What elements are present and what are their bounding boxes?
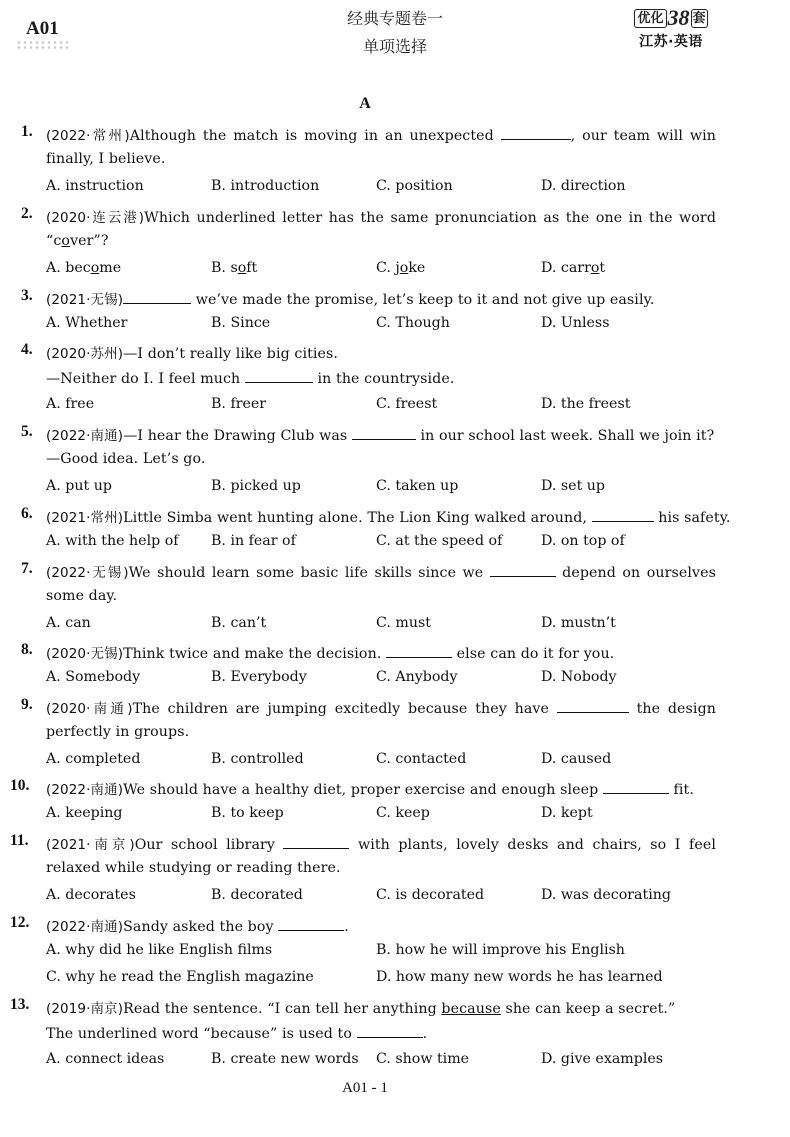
option-text: t (599, 260, 606, 276)
question-number: 5. (21, 423, 33, 440)
question-text: the design (628, 701, 716, 717)
answer-option[interactable] (211, 260, 257, 276)
answer-option[interactable]: C. keep (376, 805, 430, 821)
question-text: his safety. (653, 510, 731, 526)
answer-option[interactable]: C. freest (376, 396, 438, 412)
answer-option[interactable]: A. connect ideas (46, 1051, 165, 1067)
answer-option[interactable]: B. controlled (211, 751, 304, 767)
underlined-letter: o (90, 260, 100, 276)
question-source: (2022·常州) (46, 128, 130, 144)
question-text: in the countryside. (312, 371, 455, 387)
question-text-line (46, 915, 349, 935)
question-text: fit. (668, 782, 694, 798)
answer-option[interactable]: C. at the speed of (376, 533, 503, 549)
answer-option[interactable]: D. set up (541, 478, 605, 494)
option-text: C. j (376, 260, 400, 276)
answer-option[interactable]: B. how he will improve his English (376, 942, 625, 958)
question-text: —Good idea. Let’s go. (46, 451, 206, 467)
question-text: some day. (46, 588, 118, 604)
question-text: Sandy asked the boy (123, 919, 279, 935)
question-text-line (46, 997, 675, 1017)
page-subtitle: 单项选择 (362, 37, 427, 56)
answer-option[interactable]: C. position (376, 178, 453, 194)
answer-option[interactable]: C. contacted (376, 751, 467, 767)
question-text: We should learn some basic life skills since we (128, 565, 490, 581)
answer-blank (357, 1024, 423, 1038)
answer-blank (490, 563, 556, 577)
answer-option[interactable]: D. Unless (541, 315, 610, 331)
page-title: 经典专题卷一 (346, 9, 443, 28)
question-text-line (46, 233, 109, 249)
question-text-line (46, 151, 166, 167)
question-text-line (46, 697, 716, 717)
question-text-line (46, 778, 694, 798)
answer-blank (278, 917, 344, 931)
question-text: depend on ourselves (555, 565, 716, 581)
question-number: 3. (21, 287, 33, 304)
question-text: The underlined word “because” is used to (46, 1026, 357, 1042)
answer-option[interactable]: C. is decorated (376, 887, 485, 903)
answer-option[interactable]: C. why he read the English magazine (46, 969, 314, 985)
option-text: A. bec (46, 260, 91, 276)
question-number: 1. (21, 123, 33, 140)
answer-option[interactable]: D. how many new words he has learned (376, 969, 663, 985)
question-number: 6. (21, 505, 33, 522)
option-text: D. carr (541, 260, 591, 276)
answer-option[interactable]: B. in fear of (211, 533, 296, 549)
question-text: else can do it for you. (452, 646, 615, 662)
question-text: We should have a healthy diet, proper exercise and enough sleep (123, 782, 603, 798)
question-text: “c (46, 233, 62, 249)
page-number: A01 - 1 (342, 1080, 388, 1096)
answer-option[interactable]: B. Since (211, 315, 271, 331)
answer-blank (283, 835, 349, 849)
question-number: 9. (21, 696, 33, 713)
question-source: (2022·南通) (46, 782, 124, 798)
question-text: —I don’t really like big cities. (123, 346, 339, 362)
answer-option[interactable]: A. completed (46, 751, 141, 767)
answer-option[interactable]: D. give examples (541, 1051, 664, 1067)
answer-option[interactable]: A. keeping (46, 805, 123, 821)
question-text: . (344, 919, 349, 935)
answer-option[interactable]: C. Though (376, 315, 450, 331)
question-text-line (46, 342, 338, 362)
answer-option[interactable] (46, 260, 121, 276)
answer-option[interactable]: D. on top of (541, 533, 625, 549)
underlined-letter: o (237, 260, 247, 276)
answer-option[interactable]: B. introduction (211, 178, 320, 194)
answer-blank (386, 644, 452, 658)
question-text-line (46, 124, 716, 144)
question-number: 10. (10, 777, 30, 794)
question-source: (2019·南京) (46, 1001, 124, 1017)
underlined-text: o (61, 233, 71, 249)
answer-option[interactable]: D. Nobody (541, 669, 617, 685)
question-text: Read the sentence. “I can tell her anything (123, 1001, 442, 1017)
question-text: Our school library (134, 837, 284, 853)
underlined-letter: o (399, 260, 409, 276)
answer-option[interactable]: A. free (46, 396, 95, 412)
answer-option[interactable]: A. Whether (46, 315, 128, 331)
question-text: with plants, lovely desks and chairs, so I feel (349, 837, 716, 853)
question-text-line (46, 424, 714, 444)
underlined-text: because (441, 1001, 501, 1017)
question-text-line (46, 206, 716, 226)
question-text-line (46, 724, 189, 740)
option-text: B. s (211, 260, 238, 276)
question-text-line (46, 588, 117, 604)
question-source: (2021·无锡) (46, 292, 124, 308)
answer-option[interactable]: D. mustn’t (541, 615, 616, 631)
question-number: 7. (21, 560, 33, 577)
answer-blank (501, 126, 571, 140)
question-number: 13. (10, 996, 30, 1013)
answer-option[interactable]: C. must (376, 615, 431, 631)
answer-option[interactable]: B. picked up (211, 478, 301, 494)
question-text: she can keep a secret.” (500, 1001, 676, 1017)
answer-option[interactable]: D. caused (541, 751, 612, 767)
answer-blank (557, 699, 629, 713)
answer-blank (592, 508, 654, 522)
answer-option[interactable]: A. instruction (46, 178, 144, 194)
question-source: (2022·南通) (46, 428, 124, 444)
answer-blank (123, 290, 191, 304)
brand-subtitle: 江苏·英语 (639, 34, 703, 50)
question-text: Which underlined letter has the same pronunciation as the one in the word (144, 210, 716, 226)
answer-option[interactable]: D. the freest (541, 396, 631, 412)
question-text: perfectly in groups. (46, 724, 190, 740)
question-text: —I hear the Drawing Club was (123, 428, 352, 444)
question-source: (2021·南京) (46, 837, 135, 853)
answer-option[interactable]: B. freer (211, 396, 267, 412)
page-code: A01 (26, 18, 59, 39)
answer-option[interactable]: D. direction (541, 178, 626, 194)
question-text: we’ve made the promise, let’s keep to it and not give up easily. (191, 292, 655, 308)
answer-option[interactable]: C. Anybody (376, 669, 458, 685)
answer-option[interactable]: A. put up (46, 478, 112, 494)
question-text-line (46, 833, 716, 853)
underlined-letter: o (590, 260, 600, 276)
question-number: 4. (21, 341, 33, 358)
answer-option[interactable]: B. can’t (211, 615, 267, 631)
question-text-line (46, 561, 716, 581)
answer-option[interactable]: A. why did he like English films (46, 942, 273, 958)
answer-option[interactable] (541, 260, 605, 276)
question-source: (2020·南通) (46, 701, 133, 717)
question-text: in our school last week. Shall we join it? (415, 428, 715, 444)
answer-blank (603, 780, 669, 794)
question-text: , our team will win (570, 128, 716, 144)
option-text: me (99, 260, 122, 276)
brand-prefix: 优化 (634, 9, 666, 28)
answer-option[interactable]: A. can (46, 615, 91, 631)
answer-option[interactable]: A. Somebody (46, 669, 141, 685)
question-text-line (46, 506, 731, 526)
question-source: (2022·南通) (46, 919, 124, 935)
question-text-line (46, 642, 614, 662)
option-text: ke (408, 260, 426, 276)
brand-suffix: 套 (692, 10, 706, 26)
answer-option[interactable]: D. was decorating (541, 887, 671, 903)
question-text-line (46, 860, 341, 876)
question-text-line (46, 288, 654, 308)
question-text: The children are jumping excitedly because they have (132, 701, 557, 717)
answer-option[interactable]: A. with the help of (46, 533, 179, 549)
question-number: 8. (21, 641, 33, 658)
answer-option[interactable]: C. taken up (376, 478, 459, 494)
brand-logo (628, 5, 714, 52)
question-source: (2021·常州) (46, 510, 124, 526)
answer-option[interactable]: B. create new words (211, 1051, 359, 1067)
question-text: Although the match is moving in an unexpected (129, 128, 501, 144)
brand-number: 38 (667, 5, 690, 30)
answer-blank (245, 369, 313, 383)
answer-option[interactable]: A. decorates (46, 887, 136, 903)
answer-option[interactable] (376, 260, 425, 276)
question-text: ver”? (70, 233, 109, 249)
question-text-line (46, 451, 206, 467)
answer-option[interactable]: B. Everybody (211, 669, 307, 685)
answer-option[interactable]: B. to keep (211, 805, 284, 821)
answer-blank (352, 426, 416, 440)
question-text-line (46, 369, 454, 387)
question-source: (2020·连云港) (46, 210, 145, 226)
question-text: relaxed while studying or reading there. (46, 860, 341, 876)
section-heading: A (359, 95, 371, 112)
question-text: —Neither do I. I feel much (46, 371, 245, 387)
question-text: finally, I believe. (46, 151, 166, 167)
option-text: ft (246, 260, 258, 276)
answer-option[interactable]: C. show time (376, 1051, 470, 1067)
question-text-line (46, 1024, 427, 1042)
question-source: (2020·无锡) (46, 646, 124, 662)
question-text: Think twice and make the decision. (123, 646, 387, 662)
question-text: Little Simba went hunting alone. The Lion King walked around, (123, 510, 592, 526)
question-text: . (422, 1026, 428, 1042)
question-source: (2020·苏州) (46, 346, 124, 362)
answer-option[interactable]: B. decorated (211, 887, 303, 903)
question-number: 12. (10, 914, 30, 931)
answer-option[interactable]: D. kept (541, 805, 593, 821)
question-number: 11. (10, 832, 29, 849)
question-source: (2022·无锡) (46, 565, 129, 581)
question-number: 2. (21, 205, 33, 222)
